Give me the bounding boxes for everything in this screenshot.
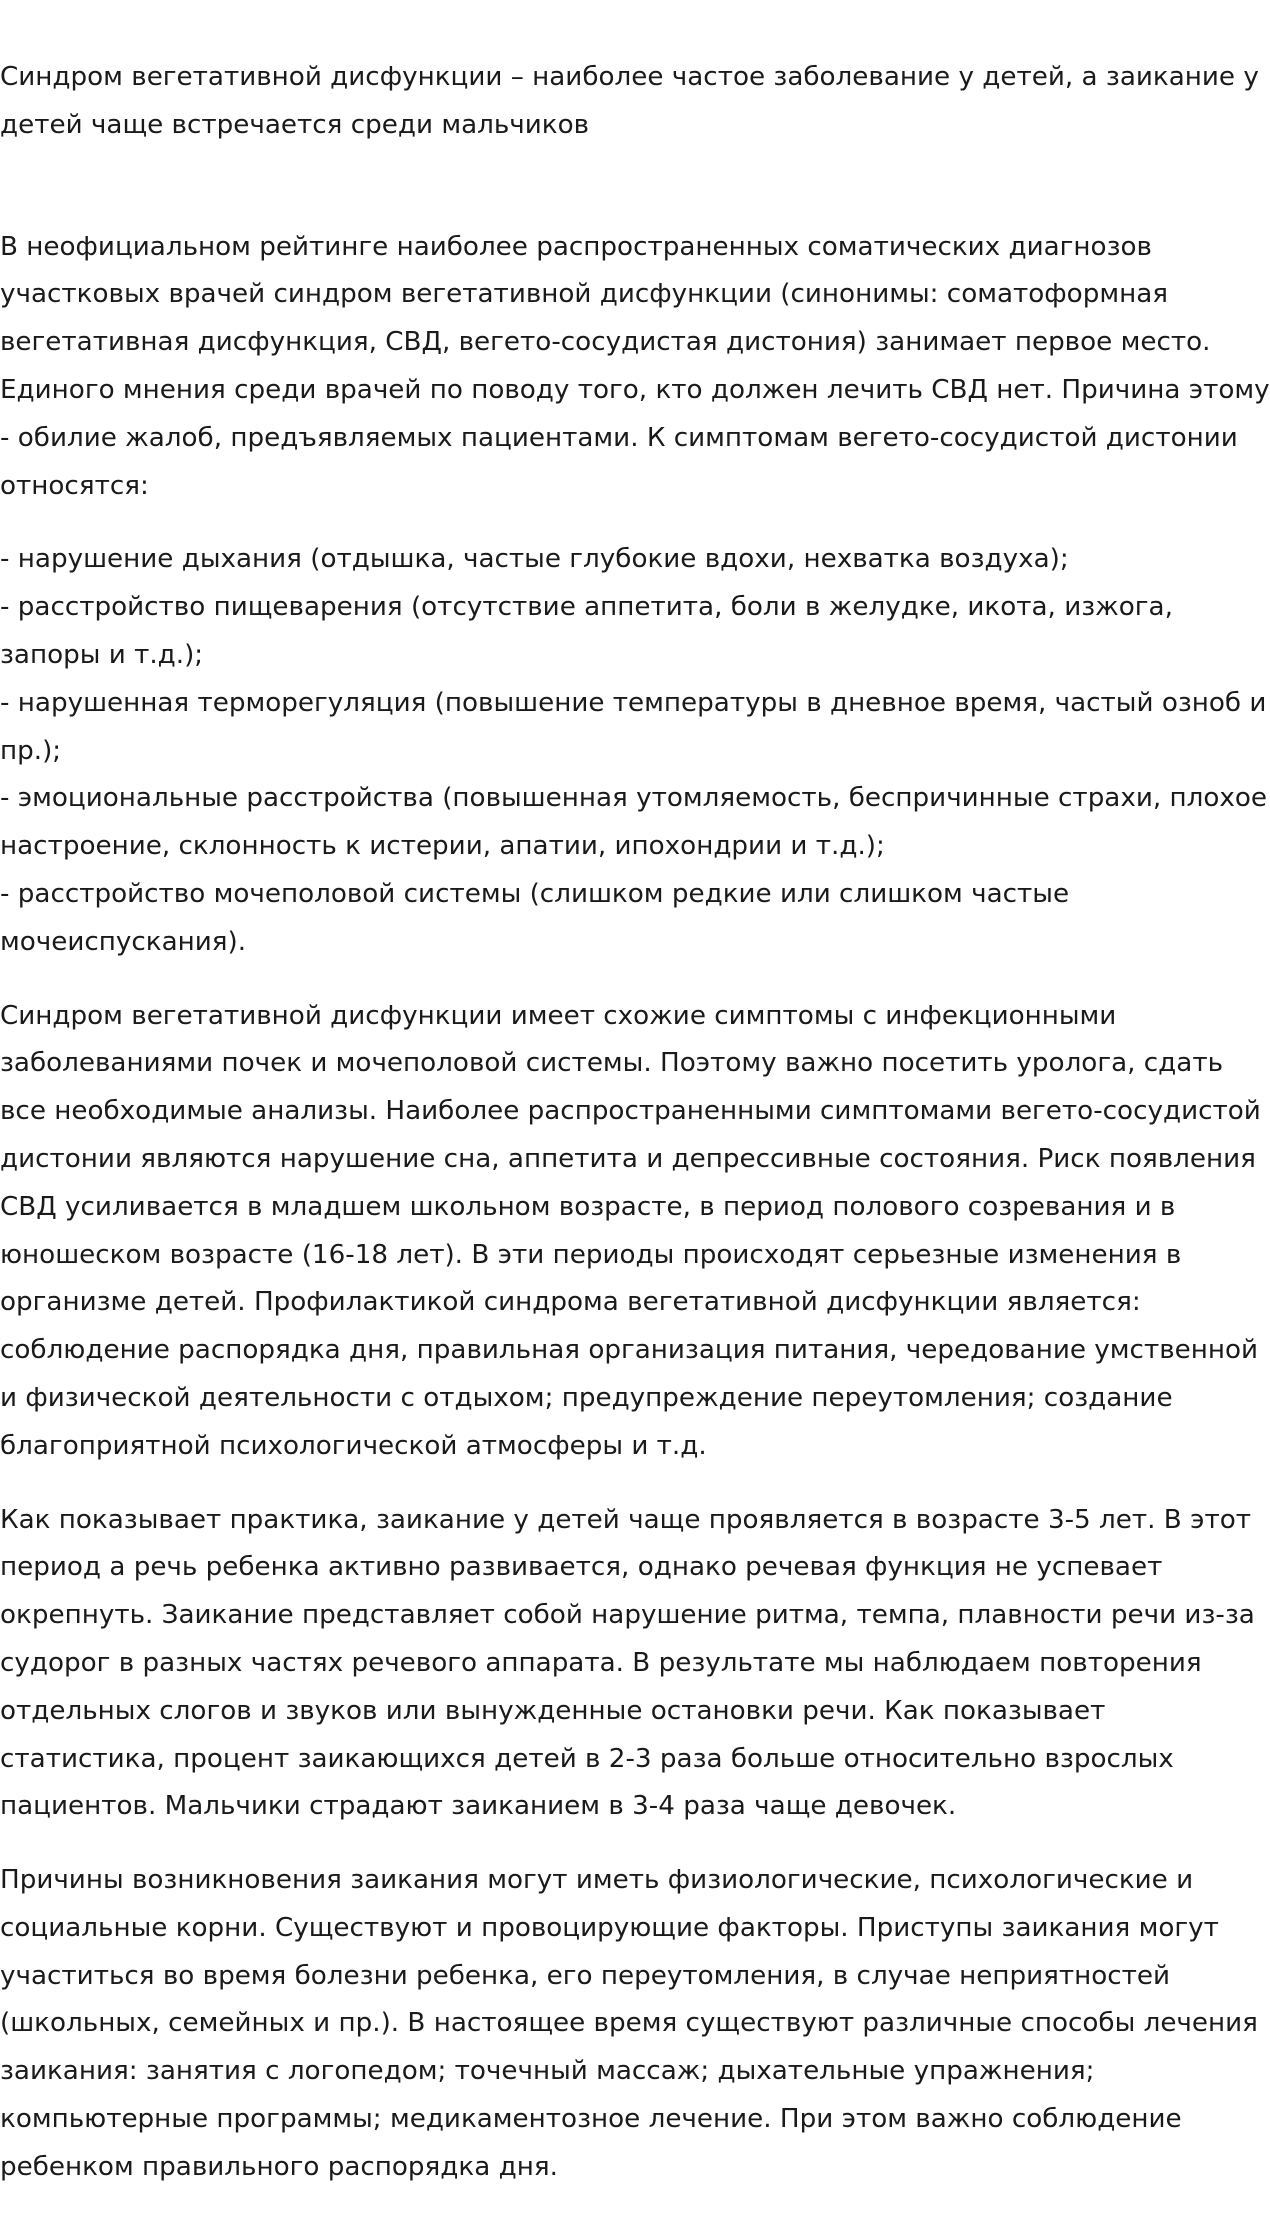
list-item: - эмоциональные расстройства (повышенная утомляемость, беспричинные страхи, плохое настроение, склонность к истерии, апатии, ипохондрии и т.д.); [0, 783, 1268, 862]
article-title: Синдром вегетативной дисфункции – наиболее частое заболевание у детей, а заикание у детей чаще встречается среди мальчиков [0, 62, 1259, 140]
causes-paragraph: Причины возникновения заикания могут иметь физиологические, психологические и социальные корни. Существуют и провоцирующие факторы. Приступы заикания могут участиться во время болезни ребенка, его переутомления, в случае неприятностей (школьных, семейных и пр.). В настоящее время существуют различные способы лечения заикания: занятия с логопедом; точечный массаж; дыхательные упражнения; компьютерные программы; медикаментозное лечение. При этом важно соблюдение ребенком правильного распорядка дня. [0, 1865, 1258, 2182]
list-item: - расстройство мочеполовой системы (слишком редкие или слишком частые мочеиспускания). [0, 878, 1070, 957]
stuttering-paragraph: Как показывает практика, заикание у детей чаще проявляется в возрасте 3-5 лет. В этот период а речь ребенка активно развивается, однако речевая функция не успевает окрепнуть. Заикание представляет собой нарушение ритма, темпа, плавности речи из-за судорог в разных частях речевого аппарата. В результате мы наблюдаем повторения отдельных слогов и звуков или вынужденные остановки речи. Как показывает статистика, процент заикающихся детей в 2-3 раза больше относительно взрослых пациентов. Мальчики страдают заиканием в 3-4 раза чаще девочек. [0, 1504, 1255, 1822]
symptoms-list [0, 536, 1270, 966]
list-item: - расстройство пищеварения (отсутствие аппетита, боли в желудке, икота, изжога, запоры и т.д.); [0, 592, 1173, 670]
list-item: - нарушенная терморегуляция (повышение температуры в дневное время, частый озноб и пр.); [0, 687, 1267, 766]
article-body [0, 54, 1270, 2218]
intro-paragraph: В неофициальном рейтинге наиболее распространенных соматических диагнозов участковых врачей синдром вегетативной дисфункции (синонимы: соматоформная вегетативная дисфункция, СВД, вегето-сосудистая дистония) занимает первое место. Единого мнения среди врачей по поводу того, кто должен лечить СВД нет. Причина этому - обилие жалоб, предъявляемых пациентами. К симптомам вегето-сосудистой дистонии относятся: [0, 231, 1270, 501]
svd-paragraph: Синдром вегетативной дисфункции имеет схожие симптомы с инфекционными заболеваниями почек и мочеполовой системы. Поэтому важно посетить уролога, сдать все необходимые анализы. Наиболее распространенными симптомами вегето-сосудистой дистонии являются нарушение сна, аппетита и депрессивные состояния. Риск появления СВД усиливается в младшем школьном возрасте, в период полового созревания и в юношеском возрасте (16-18 лет). В эти периоды происходят серьезные изменения в организме детей. Профилактикой синдрома вегетативной дисфункции является: соблюдение распорядка дня, правильная организация питания, чередование умственной и физической деятельности с отдыхом; предупреждение переутомления; создание благоприятной психологической атмосферы и т.д. [0, 1000, 1261, 1461]
list-item: - нарушение дыхания (отдышка, частые глубокие вдохи, нехватка воздуха); [0, 544, 1069, 575]
